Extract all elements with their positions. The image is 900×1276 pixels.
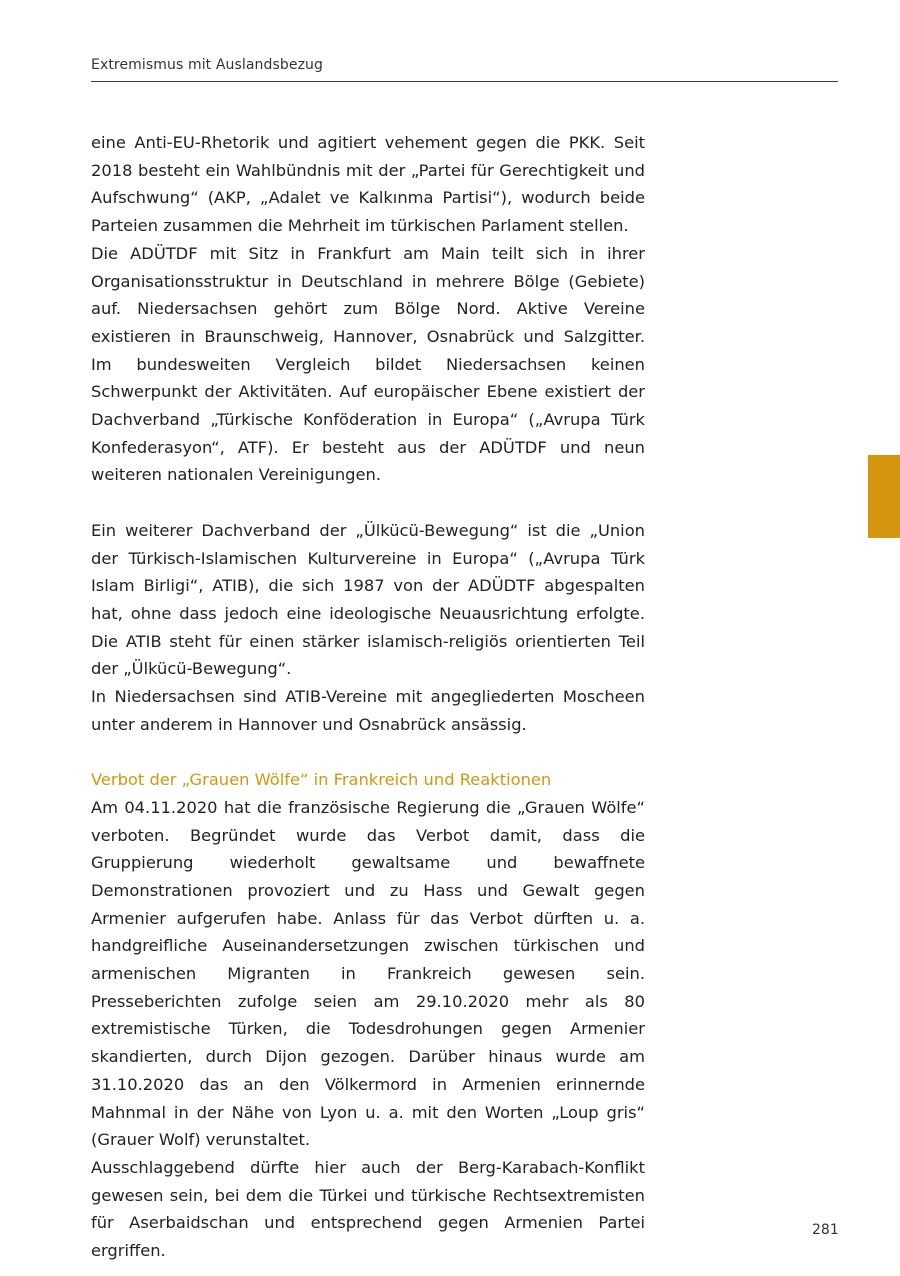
running-header: Extremismus mit Auslandsbezug — [91, 57, 323, 73]
paragraph-france-ban: Am 04.11.2020 hat die französische Regierung die „Grauen Wölfe“ verboten. Begründet wurde das Verbot damit, dass die Gruppierung wiederholt gewaltsame und bewaffnete Demonstrationen provoziert und zu Hass und Gewalt gegen Armenier aufgerufen habe. Anlass für das Verbot dürften u. a. handgreifliche Auseinandersetzungen zwischen türkischen und armenischen Migranten in Frankreich gewesen sein. Presseberichten zufolge seien am 29.10.2020 mehr als 80 extremistische Türken, die Todesdrohungen gegen Armenier skandierten, durch Dijon gezogen. Darüber hinaus wurde am 31.10.2020 das an den Völkermord in Armenien erinnernde Mahnmal in der Nähe von Lyon u. a. mit den Worten „Loup gris“ (Grauer Wolf) verunstaltet. — [91, 797, 645, 1150]
paragraph-atib-union: Ein weiterer Dachverband der „Ülkücü-Bewegung“ ist die „Union der Türkisch-Islamischen Kulturvereine in Europa“ („Avrupa Türk Islam Birligi“, ATIB), die sich 1987 von der ADÜDTF abgespalten hat, ohne dass jedoch eine ideologische Neuausrichtung erfolgte. Die ATIB steht für einen stärker islamisch-religiös orientierten Teil der „Ülkücü-Bewegung“. — [91, 520, 645, 679]
header-divider — [91, 81, 838, 82]
page-number: 281 — [812, 1222, 839, 1238]
section-heading: Verbot der „Grauen Wölfe“ in Frankreich und Reaktionen — [91, 770, 552, 790]
paragraph-atib-niedersachsen: In Niedersachsen sind ATIB-Vereine mit angegliederten Moscheen unter anderem in Hannover und Osnabrück ansässig. — [91, 687, 645, 734]
paragraph-spacer — [91, 489, 645, 517]
main-text — [91, 129, 645, 1265]
chapter-marker-tab — [868, 455, 900, 538]
paragraph-adutdf-structure: Die ADÜTDF mit Sitz in Frankfurt am Main teilt sich in ihrer Organisationsstruktur in Deutschland in mehrere Bölge (Gebiete) auf. Niedersachsen gehört zum Bölge Nord. Aktive Vereine existieren in Braunschweig, Hannover, Osnabrück und Salzgitter. Im bundesweiten Vergleich bildet Niedersachsen keinen Schwerpunkt der Aktivitäten. Auf europäischer Ebene existiert der Dachverband „Türkische Konföderation in Europa“ („Avrupa Türk Konfederasyon“, ATF). Er besteht aus der ADÜTDF und neun weiteren nationalen Vereinigungen. — [91, 243, 645, 485]
paragraph-spacer — [91, 738, 645, 766]
paragraph-karabakh-conflict: Ausschlaggebend dürfte hier auch der Berg-Karabach-Konflikt gewesen sein, bei dem die Türkei und türkische Rechtsextremisten für Aserbaidschan und entsprechend gegen Armenien Partei ergriffen. — [91, 1157, 645, 1261]
paragraph-akp-alliance: eine Anti-EU-Rhetorik und agitiert vehement gegen die PKK. Seit 2018 besteht ein Wahlbündnis mit der „Partei für Gerechtigkeit und Aufschwung“ (AKP, „Adalet ve Kalkınma Partisi“), wodurch beide Parteien zusammen die Mehrheit im türkischen Parlament stellen. — [91, 133, 645, 236]
